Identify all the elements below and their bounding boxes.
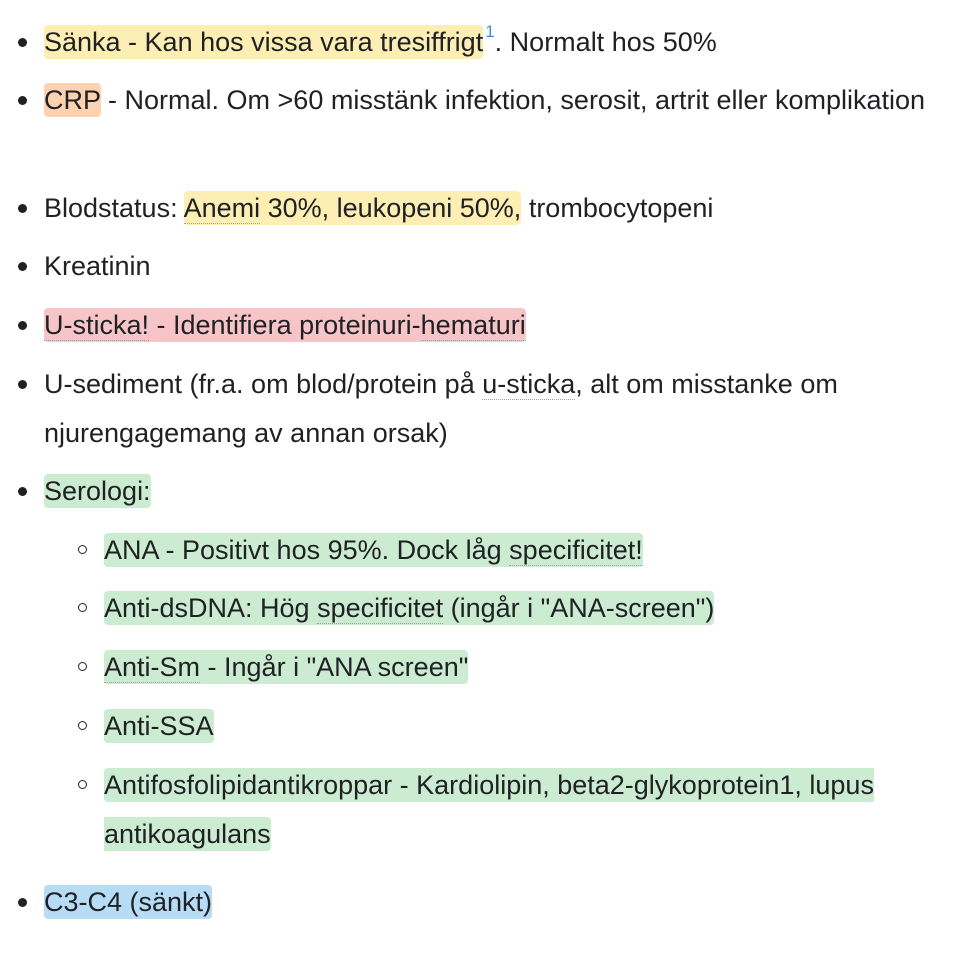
bullet [18,262,27,271]
bullet [18,380,27,389]
sublist-item-anti-sm [104,643,928,692]
highlight-serologi: Serologi: [44,476,151,506]
highlight-crp: CRP [44,85,101,115]
crp-rest: - Normal. Om >60 misstänk infektion, serosit, artrit eller komplikation [100,85,926,115]
sublist-item-anti-ssa [104,702,928,751]
footnote-ref-1[interactable]: 1 [485,22,495,41]
highlight-usticka [44,308,526,342]
sublist-item-antifosfolipid [104,761,928,859]
sublist-item-anti-dsdna [104,584,928,633]
highlight-ana [104,533,643,567]
highlight-antifosfolipid: Antifosfolipidantikroppar - Kardiolipin, beta2-glykoprotein1, lupus antikoagulans [104,770,874,849]
bullet [18,96,27,105]
list-item-kreatinin [44,242,928,291]
list-item-crp [44,76,928,125]
highlight-anti-dsdna [104,591,714,625]
list-item-sanka [44,18,928,67]
term-hematuri[interactable]: hematuri [420,310,526,340]
bullet-open [78,780,87,789]
blodstatus-mid: 30%, leukopeni 50%, [260,193,522,223]
antidsdna-rest: (ingår i "ANA-screen") [443,593,715,623]
ana-prefix: ANA - Positivt hos 95%. Dock låg [104,535,510,565]
bullet [18,204,27,213]
highlight-sanka: Sänka - Kan hos vissa vara tresiffrigt [44,27,484,57]
term-anti-sm[interactable]: Anti-Sm [104,652,201,682]
bullet-open [78,603,87,612]
list-item-serologi [44,467,928,516]
bullet [18,487,27,496]
antidsdna-prefix: Anti-dsDNA: Hög [104,593,318,623]
bullet-open [78,721,87,730]
term-u-sticka[interactable]: u-sticka [482,369,576,399]
blodstatus-rest: trombocytopeni [521,193,714,223]
kreatinin-label: Kreatinin [44,251,151,281]
bullet-open [78,662,87,671]
highlight-c3c4: C3-C4 (sänkt) [44,887,213,917]
bullet [18,898,27,907]
usediment-rest: , alt om misstanke om njurengagemang av annan orsak) [44,369,838,448]
sanka-rest: . Normalt hos 50% [494,27,717,57]
list-item-c3c4 [44,878,928,927]
usticka-mid: - Identifiera proteinuri [149,310,412,340]
usticka-dash: - [411,310,421,340]
term-specificitet[interactable]: specificitet! [509,535,643,565]
highlight-anti-sm [104,650,468,684]
sublist-item-ana [104,526,928,575]
term-specificitet[interactable]: specificitet [317,593,444,623]
blodstatus-prefix: Blodstatus: [44,193,184,223]
term-usticka[interactable]: U-sticka! [44,310,150,340]
highlight-blodstatus [184,191,522,225]
list-item-usediment [44,360,928,458]
bullet [18,321,27,330]
highlight-anti-ssa: Anti-SSA [104,711,214,741]
list-item-usticka [44,301,928,350]
antism-rest: - Ingår i "ANA screen" [200,652,469,682]
list-item-blodstatus [44,184,928,233]
term-anemi[interactable]: Anemi [183,193,261,223]
bullet [18,38,27,47]
usediment-prefix: U-sediment (fr.a. om blod/protein på [44,369,483,399]
bullet-open [78,545,87,554]
